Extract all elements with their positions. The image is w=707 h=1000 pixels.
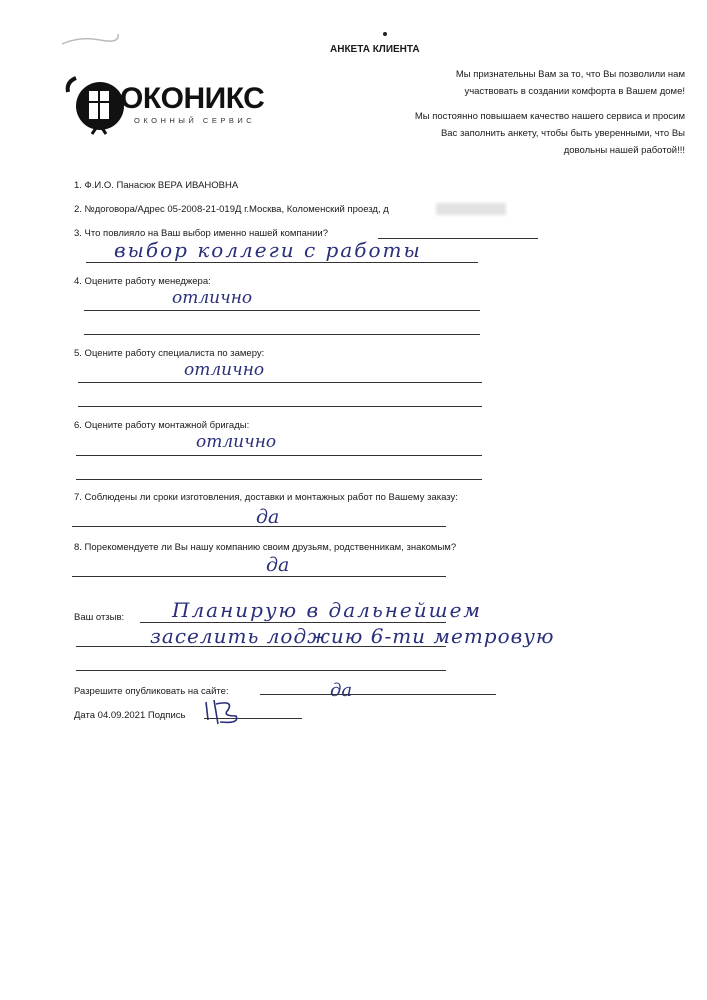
intro-line: участвовать в создании комфорта в Вашем доме!	[464, 86, 685, 97]
intro-block-1	[345, 66, 685, 100]
answer-line	[76, 646, 446, 647]
scan-dot	[383, 32, 387, 36]
form-title: АНКЕТА КЛИЕНТА	[330, 44, 420, 55]
answer-6: отлично	[196, 432, 277, 452]
publish-label: Разрешите опубликовать на сайте:	[74, 686, 229, 697]
answer-line	[76, 479, 482, 480]
question-3: 3. Что повлияло на Ваш выбор именно нашей компании?	[74, 228, 329, 239]
intro-line: Вас заполнить анкету, чтобы быть уверенными, что Вы	[440, 128, 685, 139]
answer-line	[84, 310, 480, 311]
answer-7: да	[256, 506, 280, 528]
answer-8: да	[266, 554, 290, 576]
question-7: 7. Соблюдены ли сроки изготовления, доставки и монтажных работ по Вашему заказу:	[74, 492, 458, 503]
answer-line	[84, 334, 480, 335]
answer-line	[72, 526, 446, 527]
redacted-address	[436, 203, 506, 215]
brand-name: ОКОНИКС	[120, 82, 265, 115]
answer-line	[76, 670, 446, 671]
intro-block-2	[345, 108, 685, 159]
scan-mark-icon	[60, 30, 120, 50]
brand-tagline: ОКОННЫЙ СЕРВИС	[134, 116, 256, 125]
question-2: 2. №договора/Адрес 05-2008-21-019Д г.Москва, Коломенский проезд, д	[74, 204, 389, 215]
question-6: 6. Оцените работу монтажной бригады:	[74, 420, 250, 431]
answer-5: отлично	[184, 360, 265, 380]
question-1: 1. Ф.И.О. Панасюк ВЕРА ИВАНОВНА	[74, 180, 239, 191]
question-4: 4. Оцените работу менеджера:	[74, 276, 211, 287]
review-label: Ваш отзыв:	[74, 612, 125, 623]
review-line-1: Планирую в дальнейшем	[172, 598, 482, 622]
intro-line: Мы постоянно повышаем качество нашего сервиса и просим	[414, 111, 685, 122]
signature-icon	[200, 698, 248, 728]
answer-4: отлично	[172, 288, 253, 308]
company-logo	[62, 72, 292, 142]
answer-3: выбор коллеги с работы	[114, 238, 422, 262]
answer-publish: да	[330, 680, 353, 701]
answer-line	[140, 622, 446, 623]
intro-line: довольны нашей работой!!!	[563, 145, 685, 156]
answer-line	[86, 262, 478, 263]
answer-line	[78, 406, 482, 407]
date-signature-label: Дата 04.09.2021 Подпись	[74, 710, 186, 721]
review-line-2: заселить лоджию 6-ти метровую	[150, 624, 555, 648]
answer-line	[78, 382, 482, 383]
answer-line	[260, 694, 496, 695]
question-5: 5. Оцените работу специалиста по замеру:	[74, 348, 265, 359]
intro-line: Мы признательны Вам за то, что Вы позволили нам	[455, 69, 685, 80]
question-8: 8. Порекомендуете ли Вы нашу компанию своим друзьям, родственникам, знакомым?	[74, 542, 457, 553]
answer-line	[72, 576, 446, 577]
answer-line	[76, 455, 482, 456]
